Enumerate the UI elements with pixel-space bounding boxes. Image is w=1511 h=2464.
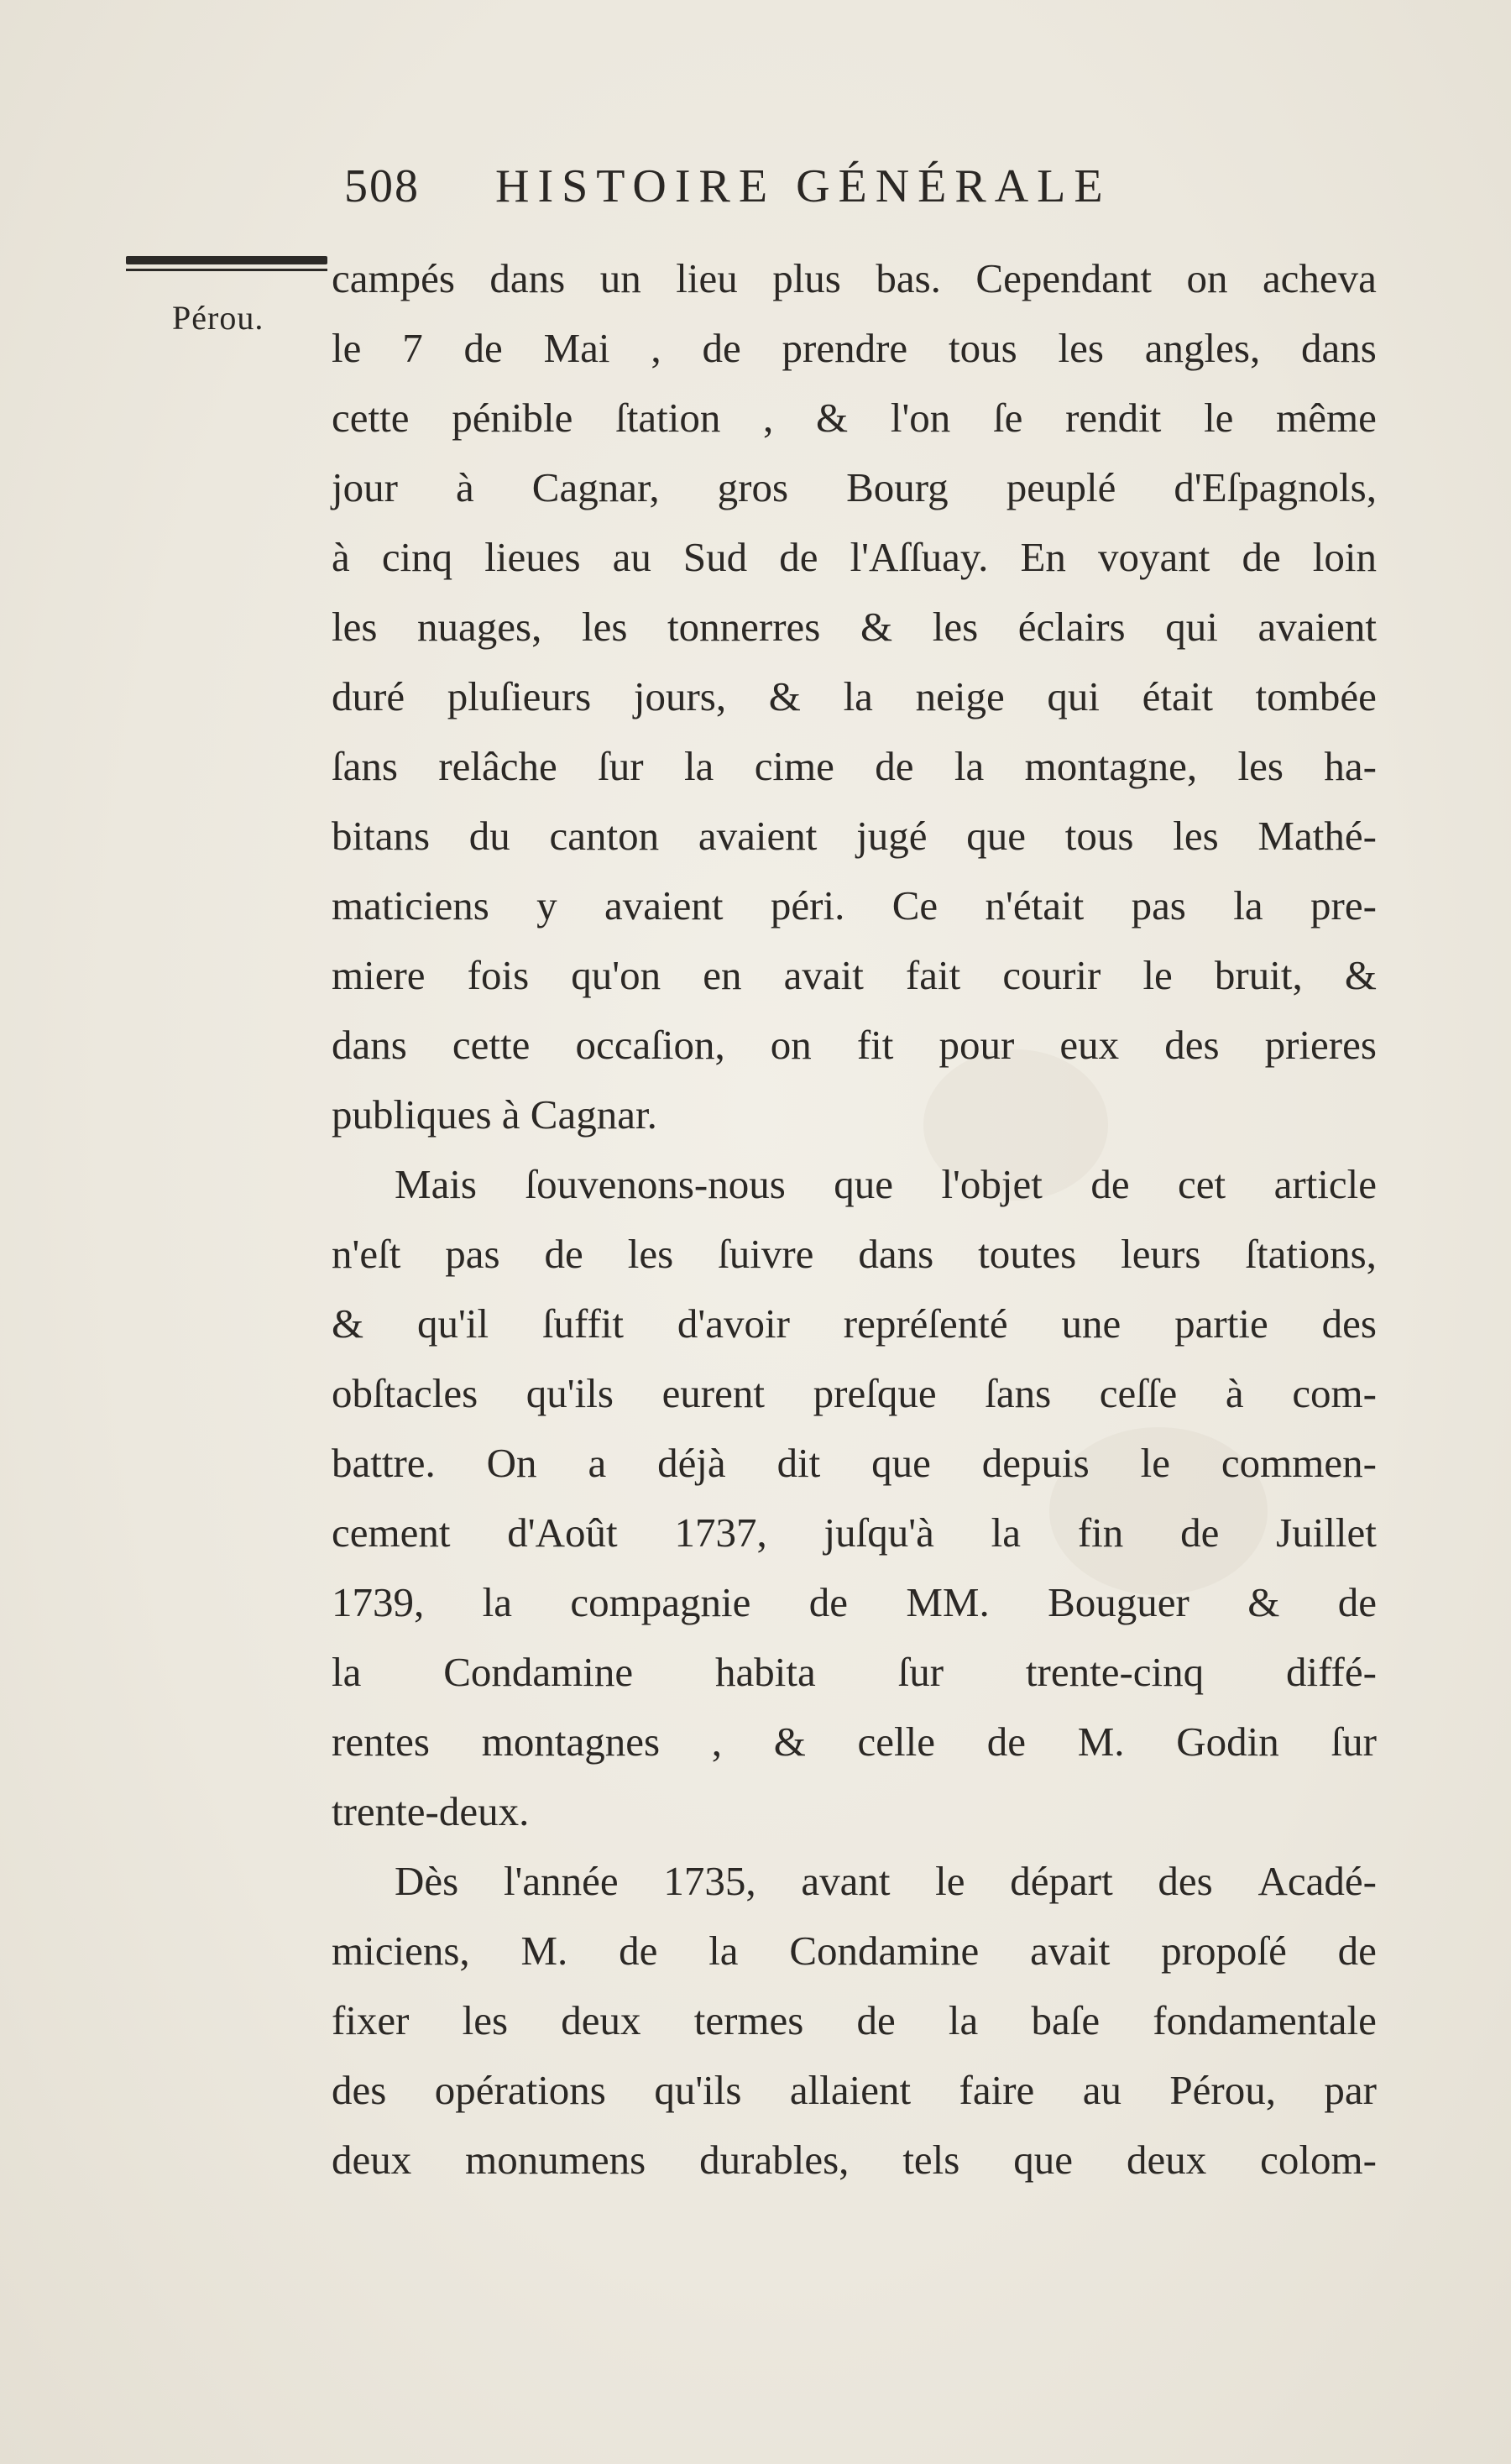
word: au xyxy=(612,534,651,580)
word: occaſion, xyxy=(575,1022,725,1068)
word: fondamentale xyxy=(1153,1997,1377,2043)
text-line xyxy=(332,1219,1377,1289)
word: ſe xyxy=(992,395,1023,441)
page-header xyxy=(344,151,1293,218)
word: bas. xyxy=(876,255,941,301)
word: les xyxy=(462,1997,509,2043)
word: l'Aſſuay. xyxy=(850,534,989,580)
word: ſur xyxy=(897,1649,944,1695)
word: les xyxy=(1237,743,1284,789)
word: ceſſe xyxy=(1099,1370,1178,1416)
word: même xyxy=(1276,395,1377,441)
text-line xyxy=(332,1567,1377,1637)
word: & xyxy=(1247,1579,1280,1625)
word: voyant xyxy=(1098,534,1210,580)
text-line xyxy=(332,592,1377,662)
text-line xyxy=(332,453,1377,522)
word: 1739, xyxy=(332,1579,425,1625)
word: Acadé- xyxy=(1257,1858,1377,1904)
word: jour xyxy=(332,464,398,510)
word: des xyxy=(332,2067,387,2113)
word: durables, xyxy=(699,2137,850,2183)
word: M. xyxy=(520,1928,568,1974)
text-line xyxy=(332,1637,1377,1707)
word: ſuffit xyxy=(541,1300,625,1347)
word: pas xyxy=(445,1231,500,1277)
word: celle xyxy=(857,1719,936,1765)
word: que xyxy=(966,813,1027,859)
word: de xyxy=(856,1997,896,2043)
text-line xyxy=(332,522,1377,592)
word: ſtations, xyxy=(1245,1231,1377,1277)
word: MM. xyxy=(906,1579,990,1625)
word: de xyxy=(544,1231,583,1277)
word: Dès xyxy=(395,1858,459,1904)
word: cette xyxy=(452,1022,531,1068)
word: trente-cinq xyxy=(1025,1649,1205,1695)
word: qu'on xyxy=(571,952,661,998)
word: tels xyxy=(902,2137,960,2183)
word: avait xyxy=(783,952,864,998)
word: qu'ils xyxy=(654,2067,742,2113)
word: le xyxy=(1204,395,1234,441)
word: nuages, xyxy=(417,604,542,650)
word: & xyxy=(816,395,849,441)
word: les xyxy=(932,604,979,650)
word: de xyxy=(1180,1509,1220,1556)
word: les xyxy=(1058,325,1104,371)
word: com- xyxy=(1292,1370,1377,1416)
word: Bourg xyxy=(846,464,949,510)
word: pénible xyxy=(452,395,573,441)
word: toutes xyxy=(978,1231,1077,1277)
word: cette xyxy=(332,395,410,441)
word: tombée xyxy=(1255,673,1377,719)
word: jours, xyxy=(633,673,727,719)
word: pas xyxy=(1131,882,1186,929)
word: relâche xyxy=(438,743,557,789)
word: & xyxy=(860,604,893,650)
word: ſuivre xyxy=(718,1231,814,1277)
word: article xyxy=(1273,1161,1377,1207)
word: & xyxy=(773,1719,806,1765)
word: le xyxy=(935,1858,965,1904)
text-line xyxy=(332,1358,1377,1428)
word: fois xyxy=(467,952,530,998)
word: , xyxy=(651,325,661,371)
text-line: publiques à Cagnar. xyxy=(332,1091,657,1138)
word: de xyxy=(619,1928,658,1974)
word: cinq xyxy=(381,534,453,580)
word: qui xyxy=(1165,604,1218,650)
text-line xyxy=(332,871,1377,940)
word: les xyxy=(627,1231,674,1277)
word: tonnerres xyxy=(667,604,821,650)
word: opérations xyxy=(434,2067,606,2113)
text-line xyxy=(332,1916,1377,1985)
word: courir xyxy=(1002,952,1101,998)
text-line xyxy=(332,243,1377,313)
word: colom- xyxy=(1260,2137,1377,2183)
word: plus xyxy=(772,255,841,301)
word: allaient xyxy=(789,2067,912,2113)
word: pluſieurs xyxy=(447,673,592,719)
text-line xyxy=(332,1846,1377,1916)
word: rentes xyxy=(332,1719,430,1765)
word: & xyxy=(1344,952,1377,998)
word: y xyxy=(536,882,557,929)
word: canton xyxy=(549,813,660,859)
word: bruit, xyxy=(1214,952,1303,998)
word: déjà xyxy=(657,1440,726,1486)
word: que xyxy=(871,1440,931,1486)
word: du xyxy=(468,813,510,859)
word: péri. xyxy=(770,882,845,929)
text-line xyxy=(332,2055,1377,2125)
word: que xyxy=(1013,2137,1074,2183)
word: repréſenté xyxy=(843,1300,1008,1347)
word: de xyxy=(808,1579,848,1625)
word: 1737, xyxy=(674,1509,767,1556)
text-line: trente-deux. xyxy=(332,1788,530,1834)
word: des xyxy=(1158,1858,1213,1904)
word: cet xyxy=(1178,1161,1226,1207)
word: n'était xyxy=(985,882,1085,929)
word: baſe xyxy=(1031,1997,1101,2043)
word: Cagnar, xyxy=(531,464,660,510)
word: qu'il xyxy=(417,1300,489,1347)
word: la xyxy=(954,743,985,789)
margin-rule xyxy=(126,256,327,264)
word: leurs xyxy=(1121,1231,1201,1277)
word: de xyxy=(702,325,741,371)
text-line xyxy=(332,383,1377,453)
word: prendre xyxy=(782,325,908,371)
word: par xyxy=(1324,2067,1377,2113)
word: Mathé- xyxy=(1257,813,1377,859)
word: montagnes xyxy=(481,1719,661,1765)
word: Godin xyxy=(1176,1719,1279,1765)
word: dans xyxy=(489,255,566,301)
word: à xyxy=(332,534,350,580)
word: termes xyxy=(693,1997,804,2043)
word: la xyxy=(683,743,714,789)
word: la xyxy=(948,1997,979,2043)
word: d'Eſpagnols, xyxy=(1174,464,1377,510)
word: ſouvenons-nous xyxy=(525,1161,786,1207)
word: Condamine xyxy=(789,1928,980,1974)
word: une xyxy=(1061,1300,1121,1347)
word: fait xyxy=(905,952,961,998)
word: 7 xyxy=(402,325,423,371)
word: cement xyxy=(332,1509,451,1556)
word: tous xyxy=(949,325,1017,371)
word: on xyxy=(770,1022,812,1068)
word: gros xyxy=(717,464,789,510)
word: campés xyxy=(332,255,455,301)
word: dit xyxy=(776,1440,821,1486)
text-line xyxy=(332,1498,1377,1567)
word: Pérou, xyxy=(1169,2067,1276,2113)
word: était xyxy=(1142,673,1213,719)
word: bitans xyxy=(332,813,431,859)
margin-note: Pérou. xyxy=(172,299,264,337)
body-text xyxy=(332,243,1377,2195)
word: que xyxy=(834,1161,893,1207)
text-line xyxy=(332,1707,1377,1776)
word: loin xyxy=(1312,534,1377,580)
word: M. xyxy=(1077,1719,1125,1765)
word: la xyxy=(1233,882,1263,929)
word: les xyxy=(332,604,378,650)
word: ha- xyxy=(1324,743,1377,789)
page-number: 508 xyxy=(344,160,420,212)
word: la xyxy=(708,1928,739,1974)
word: deux xyxy=(332,2137,412,2183)
word: obſtacles xyxy=(332,1370,478,1416)
word: l'année xyxy=(503,1858,619,1904)
word: de xyxy=(779,534,818,580)
word: de xyxy=(1337,1579,1377,1625)
word: montagne, xyxy=(1024,743,1198,789)
word: cime xyxy=(754,743,834,789)
word: départ xyxy=(1010,1858,1113,1904)
word: avait xyxy=(1030,1928,1111,1974)
word: depuis xyxy=(981,1440,1090,1486)
word: miere xyxy=(332,952,426,998)
word: prieres xyxy=(1264,1022,1377,1068)
word: preſque xyxy=(813,1370,937,1416)
word: pour xyxy=(938,1022,1015,1068)
word: Cependant xyxy=(975,255,1152,301)
word: ſtation xyxy=(615,395,721,441)
word: d'Août xyxy=(507,1509,618,1556)
text-line xyxy=(332,940,1377,1010)
word: acheva xyxy=(1262,255,1377,301)
word: peuplé xyxy=(1006,464,1116,510)
word: jugé xyxy=(856,813,928,859)
word: habita xyxy=(715,1649,816,1695)
word: la xyxy=(482,1579,512,1625)
text-line xyxy=(332,1985,1377,2055)
word: avaient xyxy=(604,882,724,929)
word: fit xyxy=(856,1022,894,1068)
word: fixer xyxy=(332,1997,410,2043)
text-line xyxy=(332,731,1377,801)
word: 1735, xyxy=(663,1858,756,1904)
word: des xyxy=(1321,1300,1377,1347)
word: de xyxy=(1337,1928,1377,1974)
word: le xyxy=(332,325,362,371)
word: avaient xyxy=(698,813,818,859)
word: l'objet xyxy=(941,1161,1043,1207)
word: le xyxy=(1140,1440,1170,1486)
text-line xyxy=(332,801,1377,871)
word: dans xyxy=(1301,325,1377,371)
text-line xyxy=(332,1149,1377,1219)
word: à xyxy=(1225,1370,1244,1416)
word: la xyxy=(991,1509,1022,1556)
word: Mais xyxy=(395,1161,477,1207)
word: de xyxy=(463,325,503,371)
margin-rule-thin xyxy=(126,269,327,271)
word: duré xyxy=(332,673,405,719)
word: rendit xyxy=(1065,395,1162,441)
word: partie xyxy=(1174,1300,1268,1347)
word: de xyxy=(875,743,914,789)
word: qu'ils xyxy=(525,1370,614,1416)
word: éclairs xyxy=(1017,604,1126,650)
word: la xyxy=(332,1649,362,1695)
word: les xyxy=(1173,813,1219,859)
word: la xyxy=(843,673,873,719)
word: lieues xyxy=(484,534,581,580)
word: a xyxy=(588,1440,607,1486)
word: avant xyxy=(801,1858,891,1904)
word: Juillet xyxy=(1276,1509,1377,1556)
word: des xyxy=(1164,1022,1220,1068)
text-line xyxy=(332,1010,1377,1080)
word: Condamine xyxy=(443,1649,634,1695)
running-head: HISTOIRE GÉNÉRALE xyxy=(495,160,1111,212)
word: un xyxy=(599,255,641,301)
word: battre. xyxy=(332,1440,436,1486)
word: de xyxy=(986,1719,1026,1765)
word: à xyxy=(455,464,474,510)
text-line xyxy=(332,1428,1377,1498)
word: ſur xyxy=(1331,1719,1377,1765)
word: au xyxy=(1082,2067,1121,2113)
word: faire xyxy=(959,2067,1035,2113)
word: eux xyxy=(1059,1022,1120,1068)
word: maticiens xyxy=(332,882,489,929)
word: , xyxy=(763,395,774,441)
word: lieu xyxy=(676,255,738,301)
word: propoſé xyxy=(1161,1928,1287,1974)
word: monumens xyxy=(465,2137,646,2183)
word: tous xyxy=(1064,813,1134,859)
text-line xyxy=(332,662,1377,731)
word: fin xyxy=(1077,1509,1124,1556)
word: dans xyxy=(858,1231,934,1277)
word: commen- xyxy=(1221,1440,1377,1486)
word: Ce xyxy=(891,882,938,929)
word: ſans xyxy=(332,743,398,789)
word: le xyxy=(1142,952,1173,998)
word: deux xyxy=(561,1997,641,2043)
word: compagnie xyxy=(570,1579,751,1625)
text-line xyxy=(332,313,1377,383)
word: d'avoir xyxy=(677,1300,790,1347)
word: l'on xyxy=(890,395,951,441)
word: pre- xyxy=(1310,882,1377,929)
word: Sud xyxy=(682,534,748,580)
word: , xyxy=(711,1719,722,1765)
text-line xyxy=(332,1289,1377,1358)
word: diffé- xyxy=(1286,1649,1377,1695)
word: En xyxy=(1020,534,1066,580)
word: Mai xyxy=(543,325,610,371)
word: les xyxy=(581,604,628,650)
word: & xyxy=(332,1300,364,1347)
text-line xyxy=(332,2125,1377,2195)
word: qui xyxy=(1047,673,1100,719)
word: eurent xyxy=(661,1370,765,1416)
word: on xyxy=(1186,255,1228,301)
word: & xyxy=(768,673,801,719)
word: avaient xyxy=(1257,604,1377,650)
word: ſans xyxy=(985,1370,1052,1416)
word: angles, xyxy=(1144,325,1261,371)
word: en xyxy=(703,952,742,998)
word: neige xyxy=(915,673,1005,719)
word: On xyxy=(486,1440,537,1486)
word: juſqu'à xyxy=(823,1509,934,1556)
word: n'eſt xyxy=(332,1231,401,1277)
word: dans xyxy=(332,1022,407,1068)
word: miciens, xyxy=(332,1928,470,1974)
word: de xyxy=(1242,534,1281,580)
word: deux xyxy=(1126,2137,1207,2183)
word: ſur xyxy=(598,743,644,789)
word: Bouguer xyxy=(1048,1579,1189,1625)
word: de xyxy=(1090,1161,1130,1207)
